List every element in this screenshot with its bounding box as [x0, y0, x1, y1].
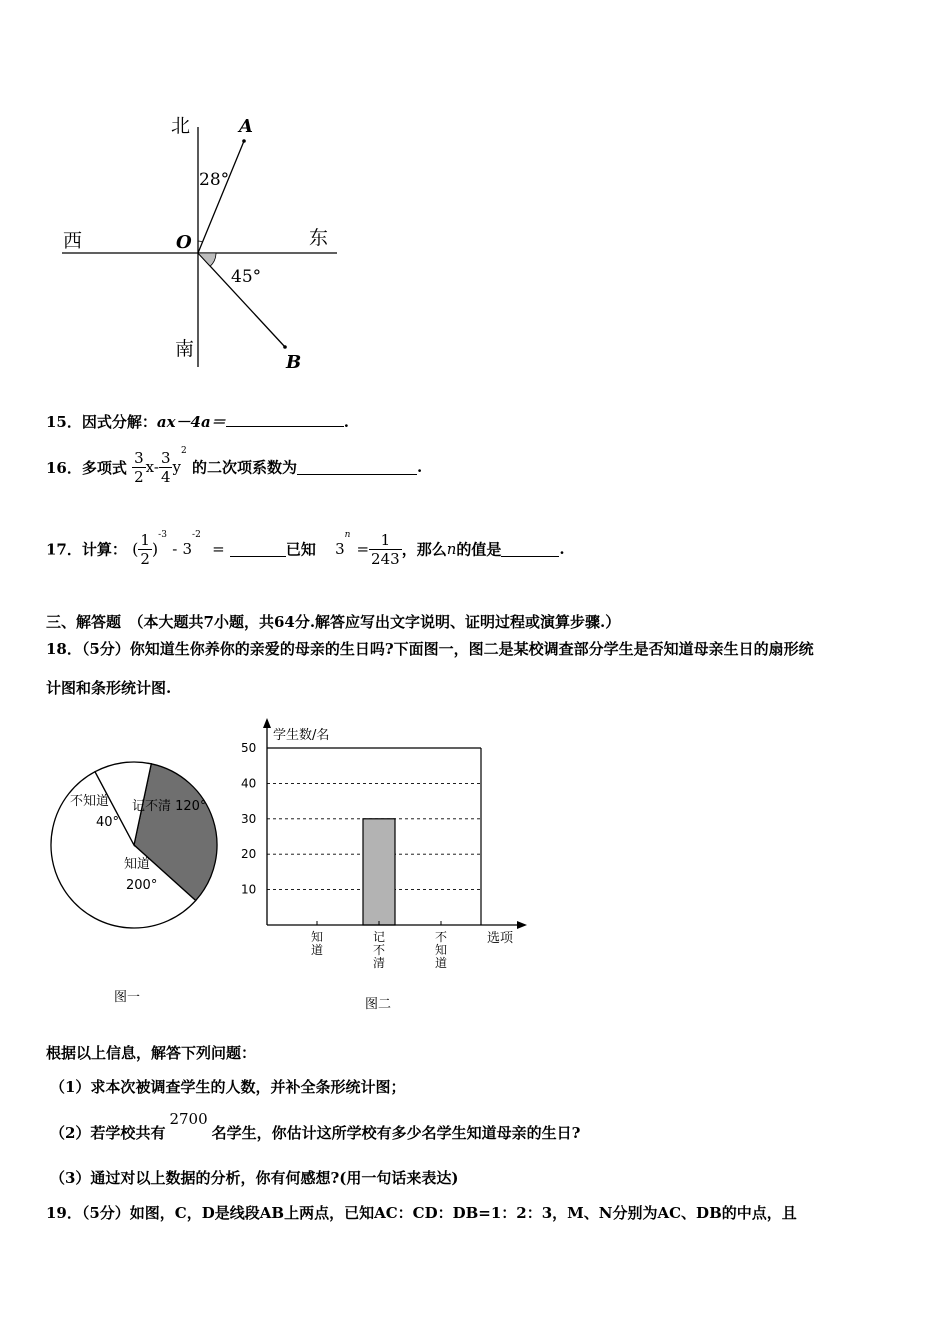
pie-label-know-1: 知道 [124, 857, 151, 872]
label-west: 西 [63, 230, 83, 252]
q17-fraction-243: $\frac{1}{243}$ [371, 530, 400, 568]
task-2: （2）若学校共有2700名学生，你估计这所学校有多少名学生知道母亲的生日? [50, 1110, 581, 1142]
label-point-a: A [239, 116, 253, 137]
compass-figure [55, 105, 355, 380]
x-tick-label-2-1: 知 [435, 943, 448, 957]
bar-chart-caption: 图二 [365, 997, 392, 1012]
q17-n-answer-blank[interactable] [501, 542, 559, 557]
section-3-heading: 三、解答题 （本大题共7小题，共64分.解答应写出文字说明、证明过程或演算步骤.） [46, 613, 621, 631]
label-point-b: B [286, 352, 302, 373]
q15-expression: ax－4a＝ [156, 413, 226, 431]
x-tick-label-2-2: 道 [435, 956, 448, 970]
label-north: 北 [171, 115, 191, 137]
label-angle-28: 28° [199, 170, 230, 190]
x-tick-label-1-1: 不 [373, 943, 386, 957]
pie-slices [51, 762, 217, 928]
bar-chart-figure-2 [235, 712, 535, 1022]
question-17: 17．计算： ( $\frac{1}{2}$ )$^{-3} - 3^{-2}$ = 已知 $3^n=$ $\frac{1}{243}$ ，那么n的值是 . [46, 530, 565, 568]
label-angle-45: 45° [231, 267, 262, 287]
q17-fraction-half: $\frac{1}{2}$ [140, 530, 150, 568]
pie-label-unclear: 记不清 120° [132, 799, 207, 814]
task-3: （3）通过对以上数据的分析，你有何感想?(用一句话来表达) [50, 1169, 459, 1187]
q16-fraction-1: $\frac{3}{2}$ [134, 448, 144, 486]
question-19: 19．（5分）如图，C，D是线段AB上两点，已知AC：CD：DB=1：2：3，M、N分别为AC、DB的中点，且 [46, 1204, 797, 1222]
q16-fraction-2: $\frac{3}{4}$ [160, 448, 171, 486]
q17-calc-answer-blank[interactable] [230, 542, 286, 557]
angle-arc-28 [198, 241, 203, 242]
y-tick-label-30: 30 [241, 811, 257, 826]
x-axis-label: 选项 [487, 931, 514, 946]
y-tick-label-50: 50 [241, 741, 257, 755]
q16-answer-blank[interactable] [297, 460, 417, 475]
label-east: 东 [309, 227, 329, 249]
question-18-line-1: 18．（5分）你知道生你养你的亲爱的母亲的生日吗?下面图一，图二是某校调查部分学生是否知道母亲生日的扇形统 [46, 640, 814, 658]
x-tick-label-0-1: 道 [311, 943, 324, 957]
pie-label-know-2: 200° [126, 878, 158, 893]
pie-label-dontknow-1: 不知道 [70, 794, 110, 809]
x-tick-label-2-0: 不 [435, 930, 448, 944]
label-south: 南 [175, 338, 195, 360]
pie-chart-figure-1 [50, 755, 235, 1010]
y-axis-label: 学生数/名 [273, 728, 330, 743]
y-tick-label-20: 20 [241, 847, 257, 862]
pie-label-dontknow-2: 40° [96, 815, 120, 830]
bar-chart-marks [363, 819, 395, 925]
label-origin: O [176, 232, 192, 253]
question-16: 16．多项式 $\frac{3}{2}$ x- $\frac{3}{4}$ $y^2$ 的二次项系数为 . [46, 446, 423, 486]
y-tick-label-10: 10 [241, 882, 257, 897]
y-tick-label-40: 40 [241, 776, 257, 791]
question-18-line-2: 计图和条形统计图. [46, 679, 172, 697]
x-tick-label-1-0: 记 [373, 930, 386, 944]
pie-caption: 图一 [114, 990, 141, 1005]
x-tick-label-0-0: 知 [311, 930, 324, 944]
ray-oa [198, 141, 244, 253]
angle-arc-45 [198, 253, 216, 266]
x-tick-label-1-2: 清 [373, 956, 386, 970]
q15-answer-blank[interactable] [226, 412, 344, 427]
tasks-intro: 根据以上信息，解答下列问题： [46, 1044, 257, 1062]
bar-1 [363, 819, 395, 925]
task-1: （1）求本次被调查学生的人数，并补全条形统计图； [50, 1078, 406, 1096]
question-15: 15．因式分解：ax－4a＝ . [46, 413, 349, 431]
